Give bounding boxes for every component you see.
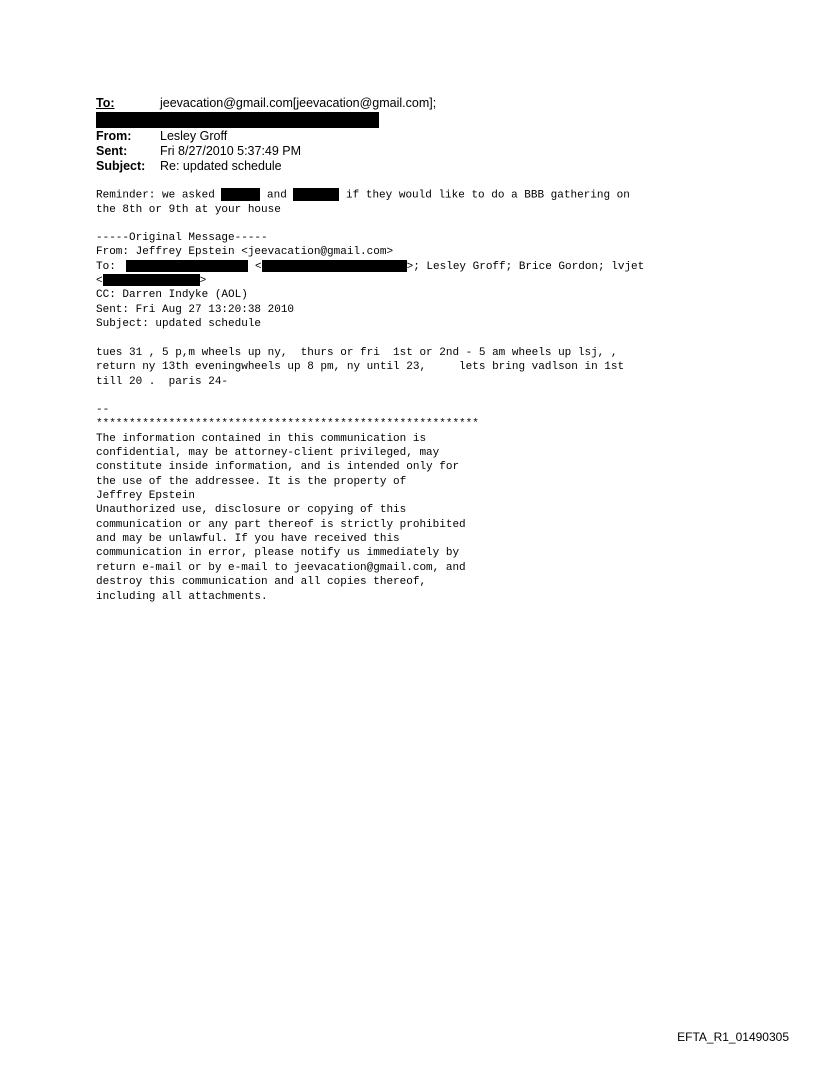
disclaimer-line: communication in error, please notify us immediately by — [96, 547, 460, 559]
signature-dashes: -- — [96, 404, 110, 416]
reply-line-2: the 8th or 9th at your house — [96, 204, 281, 216]
to-value: jeevacation@gmail.com[jeevacation@gmail.com]; — [160, 96, 437, 110]
disclaimer-line: including all attachments. — [96, 591, 268, 603]
disclaimer-line: the use of the addressee. It is the property of — [96, 476, 407, 488]
document-id: EFTA_R1_01490305 — [677, 1030, 789, 1044]
message-line-3: till 20 . paris 24- — [96, 376, 229, 388]
disclaimer-line: return e-mail or by e-mail to jeevacation@gmail.com, and — [96, 562, 466, 574]
redaction-box — [293, 188, 339, 201]
signature-stars: ********************************************************** — [96, 418, 479, 430]
original-separator: -----Original Message----- — [96, 232, 268, 244]
subject-value: Re: updated schedule — [160, 159, 282, 173]
from-label: From: — [96, 129, 132, 143]
disclaimer-line: The information contained in this communication is — [96, 433, 427, 445]
subject-label: Subject: — [96, 159, 146, 173]
redaction-box — [126, 260, 248, 272]
redaction-box — [221, 188, 260, 201]
original-to-cont: < > — [96, 275, 207, 287]
disclaimer-line: confidential, may be attorney-client privileged, may — [96, 447, 440, 459]
original-to: To: < >; Lesley Groff; Brice Gordon; lvjet — [96, 261, 645, 273]
to-label: To: — [96, 96, 115, 110]
reply-line-1: Reminder: we asked and if they would like to do a BBB gathering on — [96, 189, 630, 202]
from-value: Lesley Groff — [160, 129, 228, 143]
disclaimer-line: Unauthorized use, disclosure or copying of this — [96, 504, 407, 516]
original-subject: Subject: updated schedule — [96, 318, 262, 330]
message-line-2: return ny 13th eveningwheels up 8 pm, ny until 23, lets bring vadlson in 1st — [96, 361, 625, 373]
disclaimer-line: Jeffrey Epstein — [96, 490, 196, 502]
disclaimer-line: communication or any part thereof is strictly prohibited — [96, 519, 466, 531]
sent-label: Sent: — [96, 144, 128, 158]
original-cc: CC: Darren Indyke (AOL) — [96, 289, 248, 301]
message-line-1: tues 31 , 5 p,m wheels up ny, thurs or fri 1st or 2nd - 5 am wheels up lsj, , — [96, 347, 618, 359]
disclaimer-line: destroy this communication and all copies thereof, — [96, 576, 427, 588]
original-sent: Sent: Fri Aug 27 13:20:38 2010 — [96, 304, 295, 316]
disclaimer-line: and may be unlawful. If you have received this — [96, 533, 400, 545]
redaction-box — [262, 260, 407, 272]
redaction-bar — [96, 112, 379, 128]
disclaimer-line: constitute inside information, and is intended only for — [96, 461, 460, 473]
original-from: From: Jeffrey Epstein <jeevacation@gmail.com> — [96, 246, 394, 258]
sent-value: Fri 8/27/2010 5:37:49 PM — [160, 144, 302, 158]
redaction-box — [103, 274, 200, 286]
